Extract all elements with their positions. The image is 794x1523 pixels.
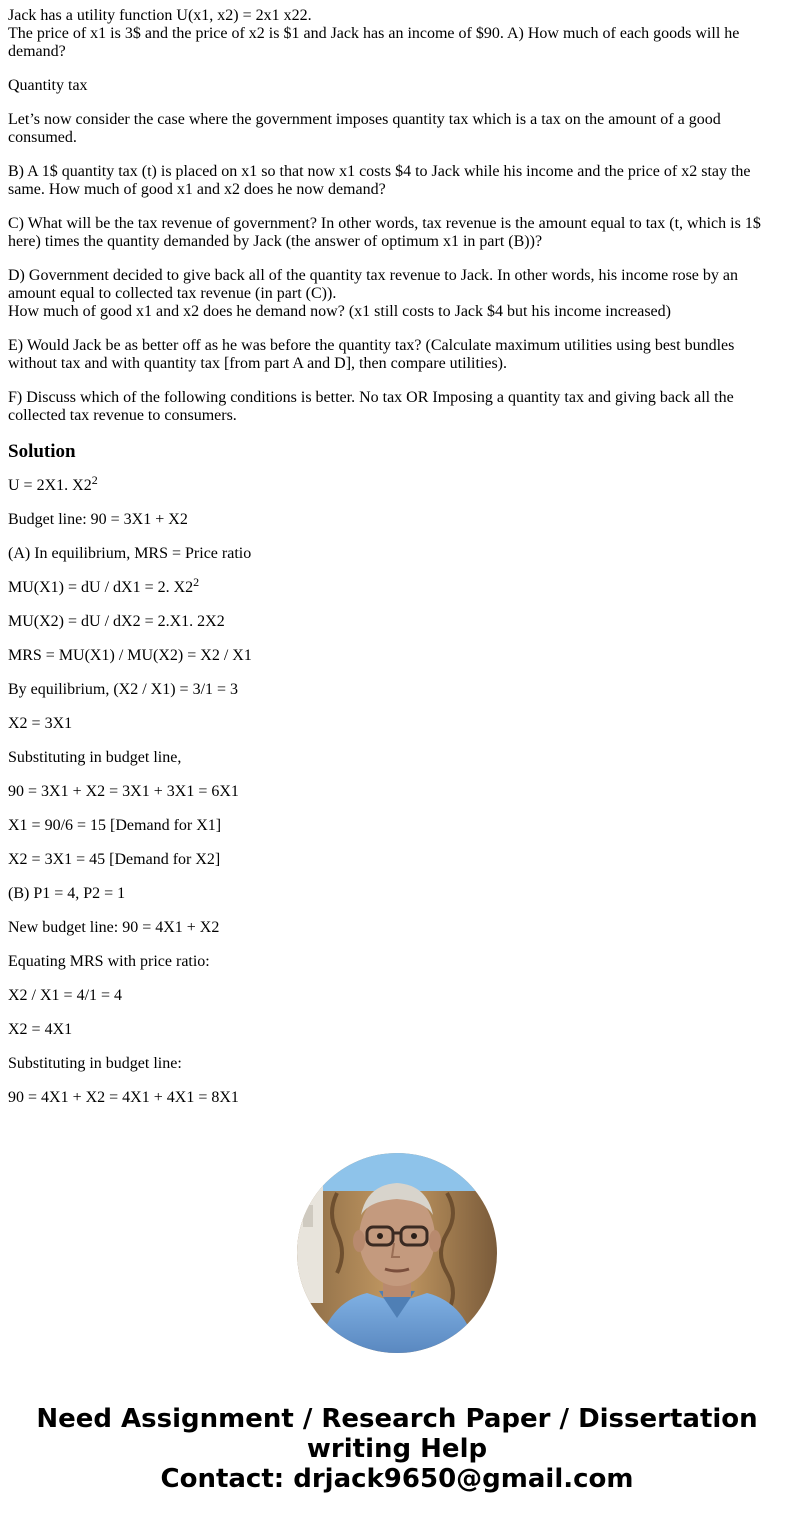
solution-part-b-prices: (B) P1 = 4, P2 = 1 <box>8 885 126 902</box>
solution-budget: Budget line: 90 = 3X1 + X2 <box>8 511 188 528</box>
solution-x2-demand: X2 = 3X1 = 45 [Demand for X2] <box>8 851 221 868</box>
solution-mrs: MRS = MU(X1) / MU(X2) = X2 / X1 <box>8 647 252 664</box>
intro-line-1: Jack has a utility function U(x1, x2) = 2x1 x22. <box>8 7 312 24</box>
solution-mu2: MU(X2) = dU / dX2 = 2.X1. 2X2 <box>8 613 225 630</box>
footer-line-2: writing Help <box>306 1434 488 1464</box>
section-title: Quantity tax <box>8 77 88 94</box>
footer-line-1: Need Assignment / Research Paper / Dissertation <box>36 1404 758 1434</box>
avatar <box>297 1153 497 1353</box>
part-d-line-1: D) Government decided to give back all of the quantity tax revenue to Jack. In other words, his income rose by an amount equal to collected tax revenue (in part (C)). <box>8 267 738 302</box>
question-part-c: C) What will be the tax revenue of government? In other words, tax revenue is the amount equal to tax (t, which is 1$ here) times the quantity demanded by Jack (the answer of optimum x1 in part (B))? <box>8 215 761 250</box>
question-part-f: F) Discuss which of the following conditions is better. No tax OR Imposing a quantity tax and giving back all the collected tax revenue to consumers. <box>8 389 734 424</box>
solution-eq90-6x1: 90 = 3X1 + X2 = 3X1 + 3X1 = 6X1 <box>8 783 239 800</box>
solution-heading: Solution <box>8 441 76 462</box>
utility-exponent: 2 <box>91 473 98 487</box>
solution-ratio-4: X2 / X1 = 4/1 = 4 <box>8 987 123 1004</box>
question-part-b: B) A 1$ quantity tax (t) is placed on x1 so that now x1 costs $4 to Jack while his income and the price of x2 stay the same. How much of good x1 and x2 does he now demand? <box>8 163 751 198</box>
mu1-text: MU(X1) = dU / dX1 = 2. X2 <box>8 579 194 596</box>
solution-new-budget: New budget line: 90 = 4X1 + X2 <box>8 919 220 936</box>
question-part-d <box>8 267 778 321</box>
solution-x1-demand: X1 = 90/6 = 15 [Demand for X1] <box>8 817 222 834</box>
utility-text: U = 2X1. X2 <box>8 477 92 494</box>
intro-line-2: The price of x1 is 3$ and the price of x2 is $1 and Jack has an income of $90. A) How much of each goods will he demand? <box>8 25 740 60</box>
footer-contact-banner <box>0 1404 794 1494</box>
solution-substituting-1: Substituting in budget line, <box>8 749 182 766</box>
footer-contact-line: Contact: drjack9650@gmail.com <box>160 1464 634 1494</box>
question-intro <box>8 7 778 61</box>
solution-x2-4x1: X2 = 4X1 <box>8 1021 73 1038</box>
solution-equilibrium: (A) In equilibrium, MRS = Price ratio <box>8 545 252 562</box>
solution-by-equilibrium: By equilibrium, (X2 / X1) = 3/1 = 3 <box>8 681 239 698</box>
section-text: Let’s now consider the case where the government imposes quantity tax which is a tax on the amount of a good consumed. <box>8 111 721 146</box>
avatar-portrait-image <box>297 1153 497 1353</box>
mu1-exponent: 2 <box>193 575 200 589</box>
question-part-e: E) Would Jack be as better off as he was before the quantity tax? (Calculate maximum utilities using best bundles without tax and with quantity tax [from part A and D], then compare utilities). <box>8 337 735 372</box>
solution-eq90-8x1: 90 = 4X1 + X2 = 4X1 + 4X1 = 8X1 <box>8 1089 239 1106</box>
solution-mu1 <box>8 575 778 597</box>
solution-substituting-2: Substituting in budget line: <box>8 1055 182 1072</box>
part-d-line-2: How much of good x1 and x2 does he demand now? (x1 still costs to Jack $4 but his income increased) <box>8 303 671 320</box>
solution-utility <box>8 473 778 495</box>
solution-equating: Equating MRS with price ratio: <box>8 953 210 970</box>
solution-x2-3x1: X2 = 3X1 <box>8 715 73 732</box>
document-body <box>8 7 778 1123</box>
